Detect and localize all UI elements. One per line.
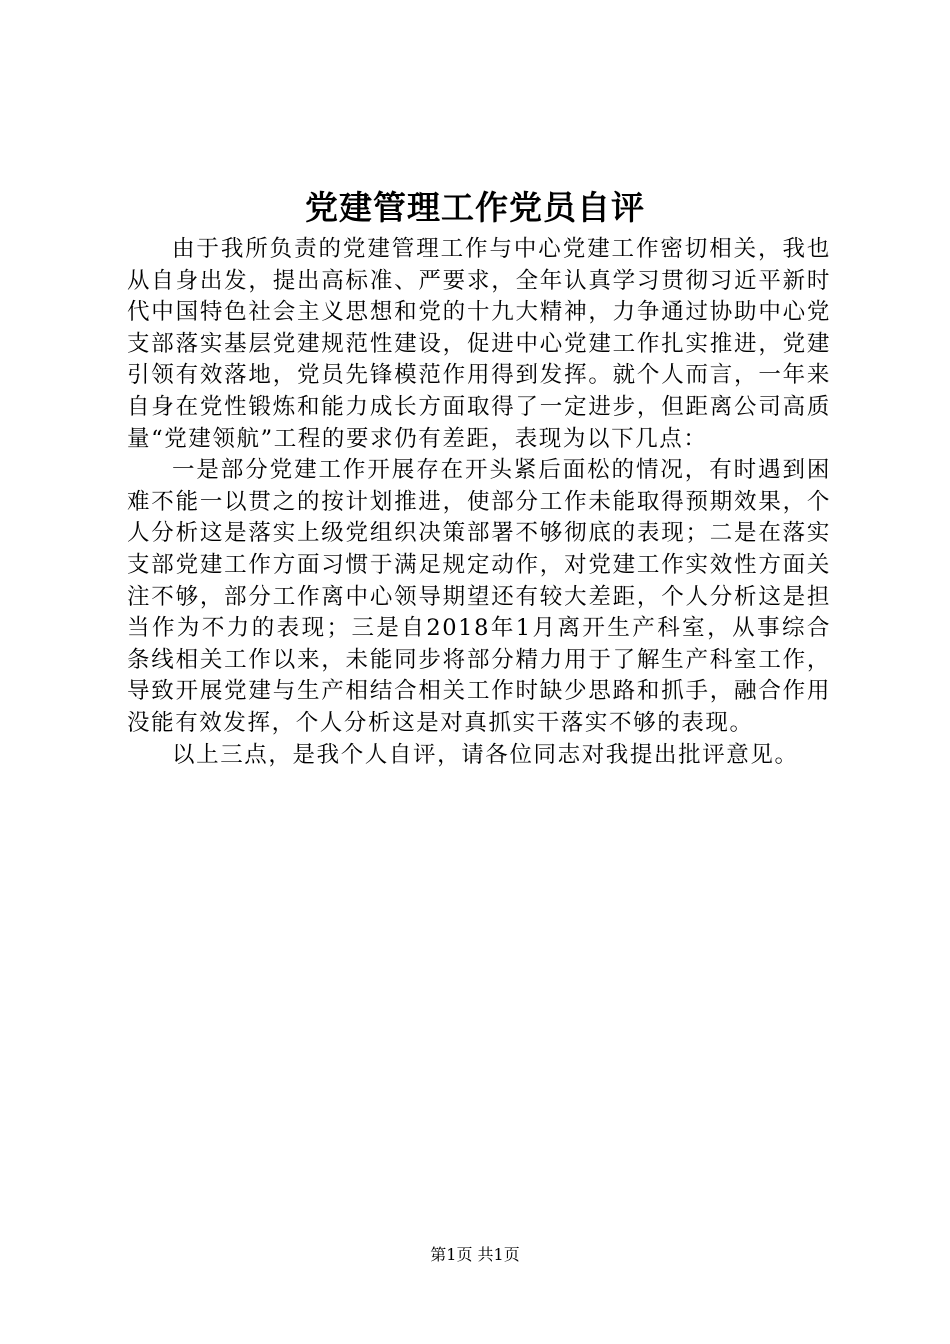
paragraph-shortcomings: 一是部分党建工作开展存在开头紧后面松的情况，有时遇到困难不能一以贯之的按计划推进，使部分工作未能取得预期效果，个人分析这是落实上级党组织决策部署不够彻底的表现；二是在落实支部党建工作方面习惯于满足规定动作，对党建工作实效性方面关注不够，部分工作离中心领导期望还有较大差距，个人分析这是担当作为不力的表现；三是自2018年1月离开生产科室，从事综合条线相关工作以来，未能同步将部分精力用于了解生产科室工作，导致开展党建与生产相结合相关工作时缺少思路和抓手，融合作用没能有效发挥，个人分析这是对真抓实干落实不够的表现。 [127, 457, 831, 736]
page-footer: 第1页 共1页 [430, 1245, 520, 1264]
paragraph-intro: 由于我所负责的党建管理工作与中心党建工作密切相关，我也从自身出发，提出高标准、严要求，全年认真学习贯彻习近平新时代中国特色社会主义思想和党的十九大精神，力争通过协助中心党支部落实基层党建规范性建设，促进中心党建工作扎实推进，党建引领有效落地，党员先锋模范作用得到发挥。就个人而言，一年来自身在党性锻炼和能力成长方面取得了一定进步，但距离公司高质量“党建领航”工程的要求仍有差距，表现为以下几点： [127, 236, 831, 452]
document-body [127, 234, 831, 771]
document-title: 党建管理工作党员自评 [305, 188, 645, 227]
paragraph-closing: 以上三点，是我个人自评，请各位同志对我提出批评意见。 [172, 741, 799, 768]
